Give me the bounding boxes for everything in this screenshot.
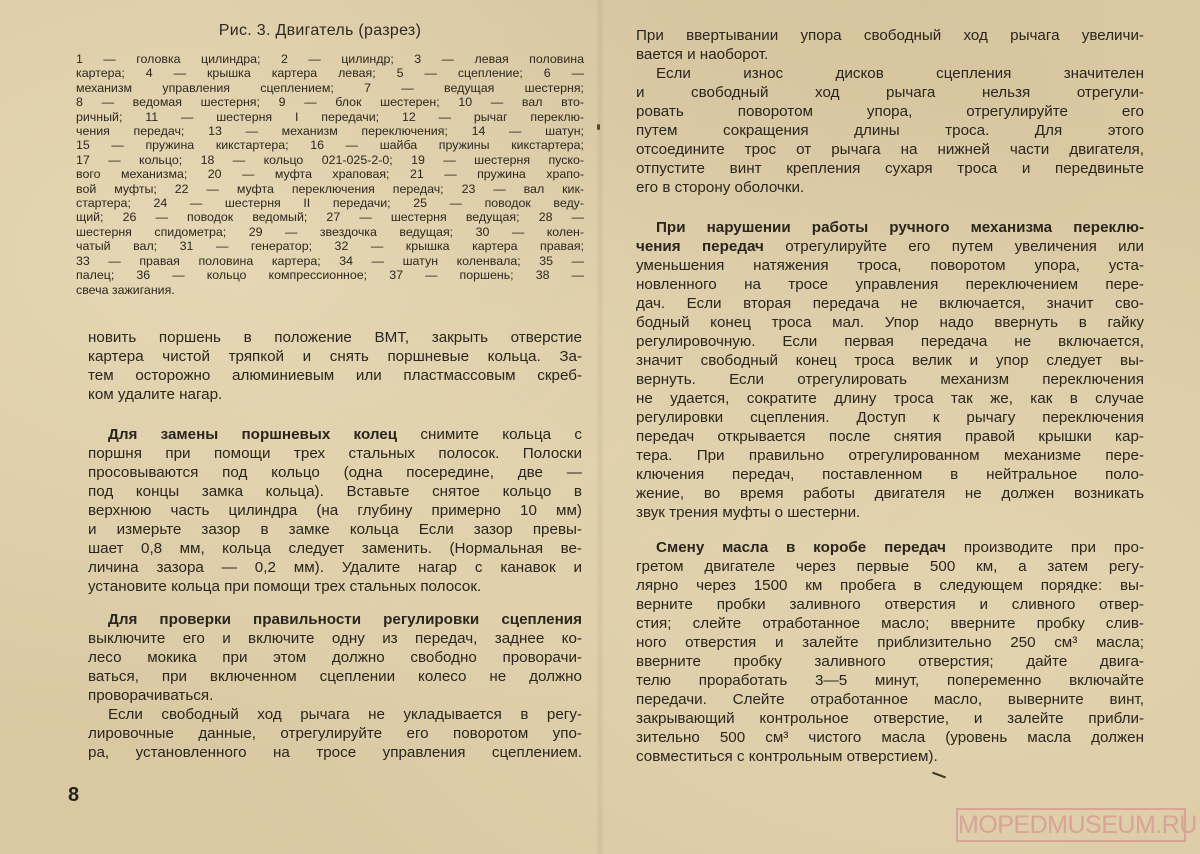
text-line: передачи. Слейте отработанное масло, выверните винт,: [636, 691, 1144, 708]
text-line: [636, 538, 1144, 557]
text-line: путем сокращения длины троса. Для этого: [636, 122, 1144, 139]
legend-line: свеча зажигания.: [76, 282, 175, 297]
legend-line: щий; 26 — поводок ведомый; 27 — шестерня ведущая; 28 —: [76, 210, 584, 225]
legend-line: палец; 36 — кольцо компрессионное; 37 — поршень; 38 —: [76, 268, 584, 283]
text-line: лесо мокика при этом должно свободно проворачи-: [88, 649, 582, 666]
text-line: [636, 218, 1144, 237]
text-line: уменьшения натяжения троса, поворотом упора, уста-: [636, 257, 1144, 274]
text-line: не удается, сократите длину троса так же, как в случае: [636, 390, 1144, 407]
text-line: звук трения муфты о шестерни.: [636, 504, 861, 521]
text-line: установите кольца при помощи трех стальных полосок.: [88, 578, 482, 595]
paragraph-gearshift-adjustment: [636, 218, 1144, 522]
text-line: проворачиваться.: [88, 687, 214, 704]
text-line: совместиться с контрольным отверстием).: [636, 748, 938, 765]
legend-line: картера; 4 — крышка картера левая; 5 — сцепление; 6 —: [76, 66, 584, 81]
text-line: гретом двигателе через первые 500 км, а затем регу-: [636, 558, 1144, 575]
text-line: шает 0,8 мм, кольца следует заменить. (Нормальная ве-: [88, 540, 582, 557]
text-line: значит свободный конец троса велик и упор следует вы-: [636, 352, 1144, 369]
text-line: верните пробки заливного отверстия и сливного отвер-: [636, 596, 1144, 613]
figure-legend: [76, 52, 584, 297]
text-line: ровать поворотом упора, отрегулируйте его: [636, 103, 1144, 120]
text-line: и измерьте зазор в замке кольца Если зазор превы-: [88, 521, 582, 538]
figure-caption: Рис. 3. Двигатель (разрез): [218, 22, 422, 39]
legend-line: вого механизма; 20 — муфта храповая; 21 — пружина храпо-: [76, 167, 584, 182]
paragraph-heading: Для проверки правильности регулировки сцепления: [108, 611, 582, 628]
text-line: вернуть. Если отрегулировать механизм переключения: [636, 371, 1144, 388]
text-line: ра, установленного на тросе управления сцеплением.: [88, 744, 582, 761]
text-line: его в сторону оболочки.: [636, 179, 805, 196]
legend-line: стартера; 24 — шестерня II передачи; 25 — поводок веду-: [76, 196, 584, 211]
paragraph-heading-cont: чения передач: [636, 238, 764, 255]
legend-line: 15 — пружина кикстартера; 16 — шайба пружины кикстартера;: [76, 138, 584, 153]
text-line: При ввертывании упора свободный ход рычага увеличи-: [636, 27, 1144, 44]
text-line: зительно 500 см³ чистого масла (уровень масла должен: [636, 729, 1144, 746]
text-line: [636, 237, 1144, 256]
page-number: 8: [68, 784, 80, 806]
text-line: вверните пробку заливного отверстия; дайте двига-: [636, 653, 1144, 670]
text-line: верхнюю часть цилиндра (на глубину примерно 10 мм): [88, 502, 582, 519]
legend-line: шестерня спидометра; 29 — звездочка ведущая; 30 — колен-: [76, 224, 584, 239]
legend-line: ричный; 11 — шестерня I передачи; 12 — рычаг переклю-: [76, 109, 584, 124]
text-line: просовываются под кольцо (одна посередине, две —: [88, 464, 582, 481]
paragraph-piston-removal: [88, 328, 582, 404]
text-line: лировочные данные, отрегулируйте его поворотом упо-: [88, 725, 582, 742]
text-line: [88, 610, 582, 629]
legend-line: 8 — ведомая шестерня; 9 — блок шестерен; 10 — вал вто-: [76, 95, 584, 110]
text-line: новить поршень в положение ВМТ, закрыть отверстие: [88, 329, 582, 346]
paragraph-clutch-check: [88, 610, 582, 762]
text-line: ключения передач, поставленном в нейтральное поло-: [636, 466, 1144, 483]
text-line: картера чистой тряпкой и снять поршневые кольца. За-: [88, 348, 582, 365]
text-line: под концы замка кольца). Вставьте снятое кольцо в: [88, 483, 582, 500]
text-line: [88, 425, 582, 444]
text-line: отсоедините трос от рычага на нижней части двигателя,: [636, 141, 1144, 158]
text-line: Если износ дисков сцепления значителен: [656, 65, 1144, 82]
text-line: регулировки сцепления. Доступ к рычагу переключения: [636, 409, 1144, 426]
text-line: закрывающий контрольное отверстие, и залейте прибли-: [636, 710, 1144, 727]
text-line: лярно через 1500 км пробега в следующем порядке: вы-: [636, 577, 1144, 594]
legend-line: механизм управления сцеплением; 7 — ведущая шестерня;: [76, 80, 584, 95]
text-line: передач открывается после снятия правой крышки кар-: [636, 428, 1144, 445]
paragraph-heading: При нарушении работы ручного механизма переклю-: [656, 219, 1144, 236]
text-line: выключите его и включите одну из передач, заднее ко-: [88, 630, 582, 647]
paragraph-heading: Для замены поршневых колец: [108, 426, 398, 443]
legend-line: вой муфты; 22 — муфта переключения передач; 23 — вал кик-: [76, 181, 584, 196]
text-line: отпустите винт крепления сухаря троса и передвиньте: [636, 160, 1144, 177]
text-line: вается и наоборот.: [636, 46, 769, 63]
legend-line: 1 — головка цилиндра; 2 — цилиндр; 3 — левая половина: [76, 52, 584, 66]
paragraph-ring-replacement: [88, 425, 582, 596]
paragraph-stop-screwing: [636, 26, 1144, 197]
text-line: дач. Если вторая передача не включается, значит сво-: [636, 295, 1144, 312]
text-fragment: производите при про-: [945, 539, 1145, 556]
legend-line: 33 — правая половина картера; 34 — шатун коленвала; 35 —: [76, 253, 584, 268]
text-line: Если свободный ход рычага не укладывается в регу-: [108, 706, 582, 723]
text-line: жение, во время работы двигателя не должен возникать: [636, 485, 1144, 502]
text-line: ного отверстия и залейте приблизительно 250 см³ масла;: [636, 634, 1144, 651]
text-line: поршня при помощи трех стальных полосок. Полоски: [88, 445, 582, 462]
text-line: личина зазора — 0,2 мм). Удалите нагар с канавок и: [88, 559, 582, 576]
text-line: тера. При правильно отрегулированном механизме пере-: [636, 447, 1144, 464]
watermark-stamp: MOPEDMUSEUM.RU: [956, 808, 1186, 842]
text-fragment: снимите кольца с: [397, 426, 582, 443]
legend-line: чения передач; 13 — механизм переключения; 14 — шатун;: [76, 124, 584, 139]
text-line: бодный конец троса мал. Упор надо ввернуть в гайку: [636, 314, 1144, 331]
text-fragment: отрегулируйте его путем увеличения или: [763, 238, 1144, 255]
text-line: ваться, при включенном сцеплении колесо не должно: [88, 668, 582, 685]
paragraph-oil-change: [636, 538, 1144, 766]
text-line: регулировочную. Если первая передача не включается,: [636, 333, 1144, 350]
text-line: новленного на тросе управления переключением пере-: [636, 276, 1144, 293]
text-line: телю проработать 3—5 минут, попеременно включайте: [636, 672, 1144, 689]
text-line: ком удалите нагар.: [88, 386, 223, 403]
text-line: стия; слейте отработанное масло; вверните пробку слив-: [636, 615, 1144, 632]
paragraph-heading: Смену масла в коробе передач: [656, 539, 946, 556]
text-line: тем осторожно алюминиевым или пластмассовым скреб-: [88, 367, 582, 384]
legend-line: чатый вал; 31 — генератор; 32 — крышка картера правая;: [76, 239, 584, 254]
legend-line: 17 — кольцо; 18 — кольцо 021-025-2-0; 19 — шестерня пуско-: [76, 152, 584, 167]
text-line: и свободный ход рычага нельзя отрегули-: [636, 84, 1144, 101]
